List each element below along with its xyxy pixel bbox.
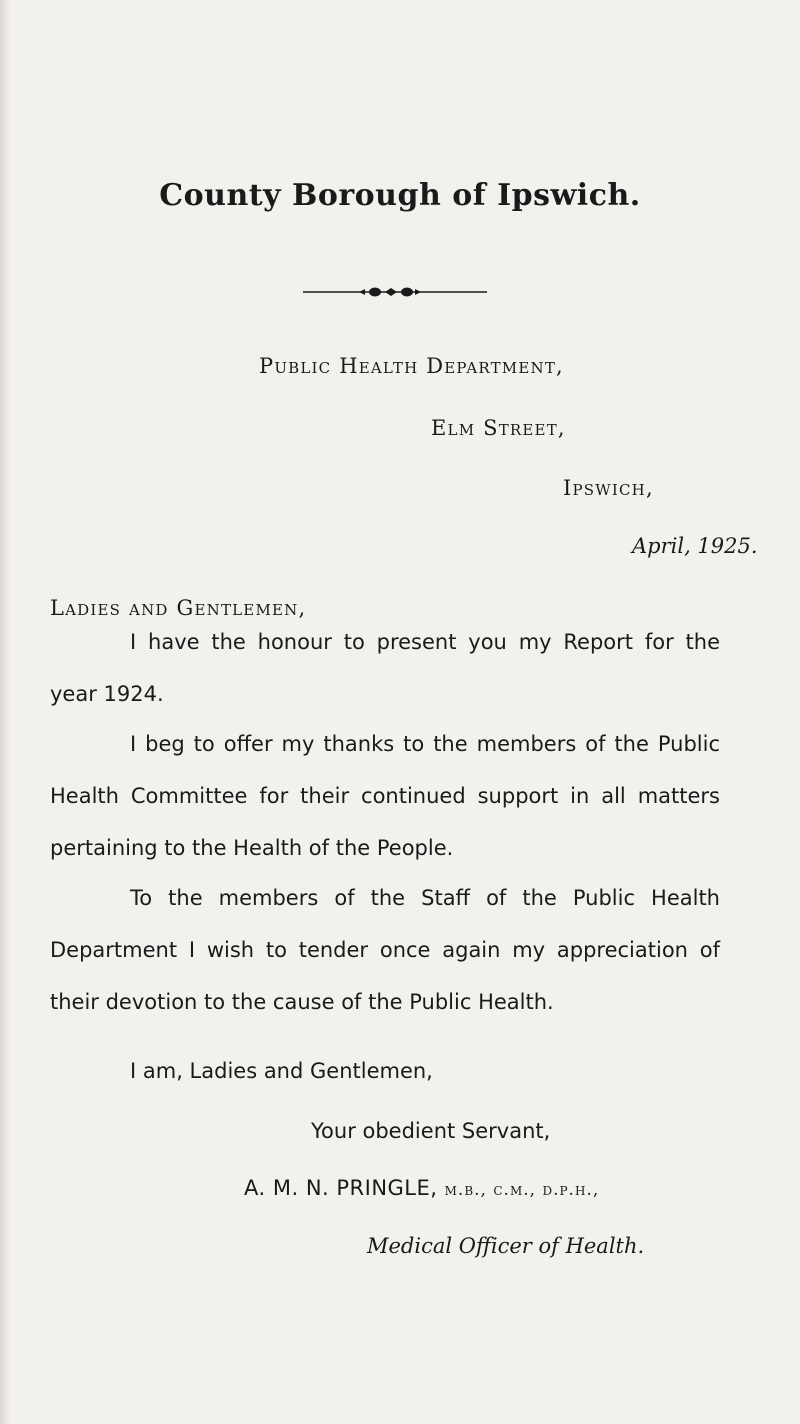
divider-ornament (303, 286, 487, 298)
signature-name: A. M. N. PRINGLE, (244, 1176, 438, 1200)
paragraph-thanks-committee: I beg to offer my thanks to the members of the Public Health Committee for their continued support in all matters pertaining to the Health of the People. (50, 732, 720, 860)
address-department: Public Health Department, (259, 354, 564, 378)
signature (244, 1176, 599, 1200)
address-town: Ipswich, (563, 476, 654, 500)
page-edge-shadow (0, 0, 10, 1424)
letter-date: April, 1925. (632, 534, 758, 558)
document-title: County Borough of Ipswich. (159, 178, 641, 213)
paragraph-thanks-staff: To the members of the Staff of the Public Health Department I wish to tender once again my appreciation of their devotion to the cause of the Public Health. (50, 886, 720, 1014)
signature-position: Medical Officer of Health. (367, 1234, 645, 1258)
address-street: Elm Street, (431, 416, 566, 440)
closing-servant: Your obedient Servant, (311, 1119, 551, 1143)
closing-line: I am, Ladies and Gentlemen, (130, 1059, 433, 1083)
paragraph-report: I have the honour to present you my Report for the year 1924. (50, 630, 720, 706)
salutation: Ladies and Gentlemen, (50, 596, 307, 620)
signature-qualifications: m.b., c.m., d.p.h., (444, 1180, 600, 1200)
